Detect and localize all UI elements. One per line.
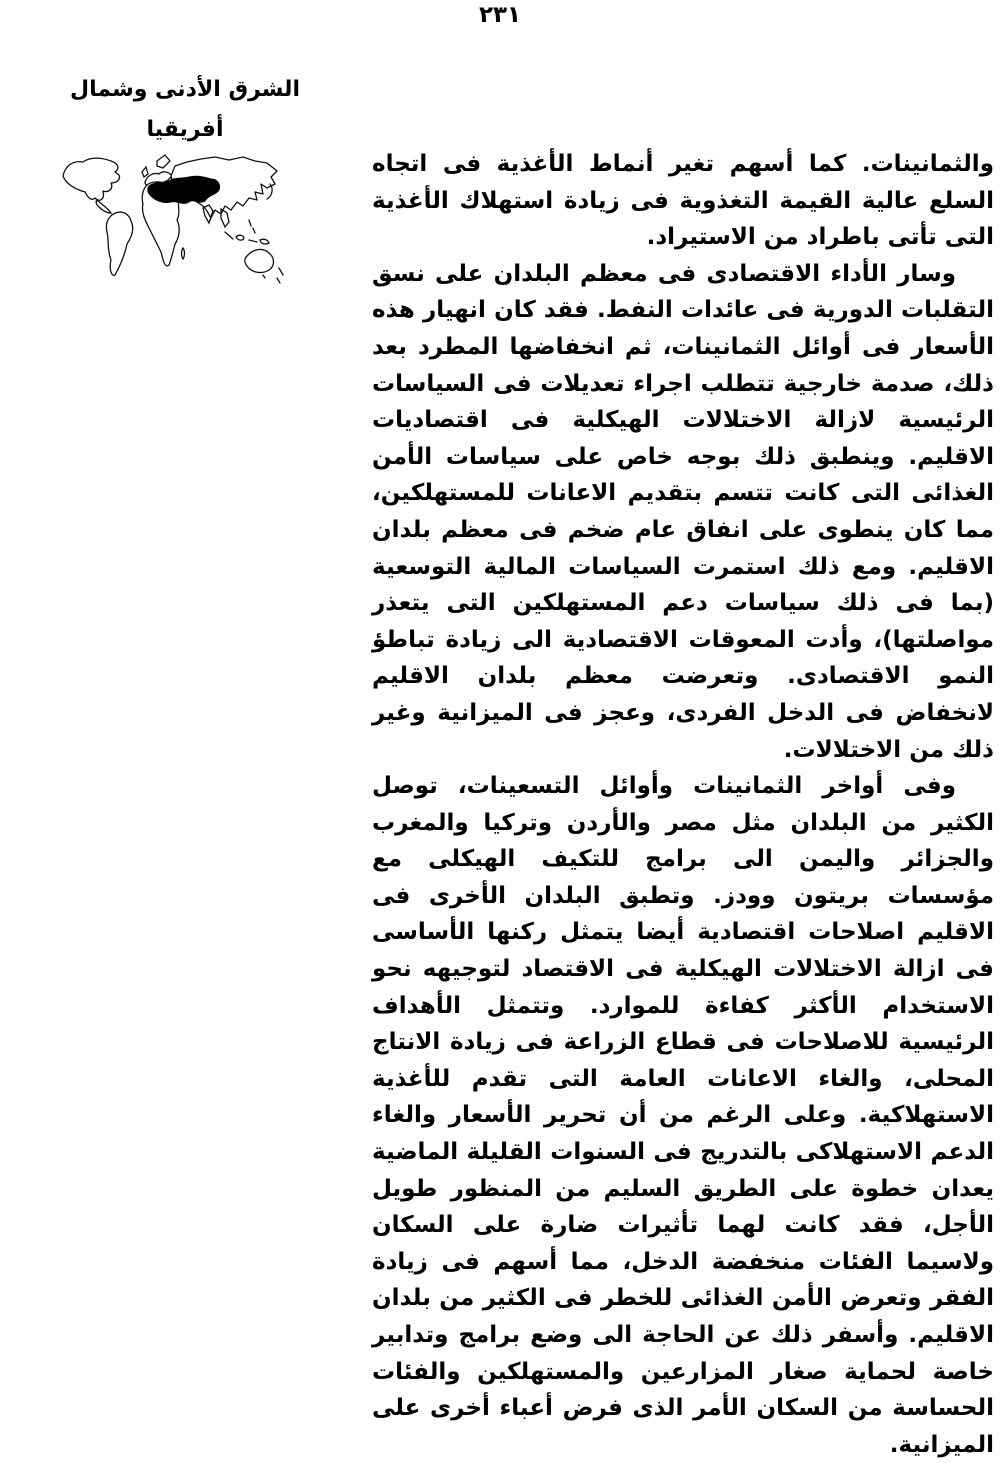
region-title-line-1: الشرق الأدنى وشمال	[69, 77, 300, 102]
world-map-svg	[52, 148, 302, 298]
new-guinea-outline	[260, 239, 269, 244]
north-america-outline	[63, 158, 120, 200]
philippines-outline	[249, 220, 255, 233]
south-america-outline	[106, 212, 132, 275]
scandinavia-outline	[157, 155, 170, 168]
main-text-column	[372, 146, 994, 1463]
paragraph-1: والثمانينات. كما أسهم تغير أنماط الأغذية فى اتجاه السلع عالية القيمة التغذوية فى زيادة استهلاك الأغذية التى تأتى باطراد من الاستيراد.	[372, 151, 994, 251]
paragraph-3: وفى أواخر الثمانينات وأوائل التسعينات، توصل الكثير من البلدان مثل مصر والأردن وتركيا والمغرب والجزائر واليمن الى برامج للتكيف الهيكلى مع مؤسسات بريتون وودز. وتطبق البلدان الأخرى فى الاقليم اصلاحات اقتصادية أيضا يتمثل ركنها الأساسى فى ازالة الاختلالات الهيكلية فى الاقتصاد لتوجيهه نحو الاستخدام الأكثر كفاءة للموارد. وتتمثل الأهداف الرئيسية للاصلاحات فى قطاع الزراعة فى زيادة الانتاج المحلى، والغاء الاعانات العامة التى تقدم للأغذية الاستهلاكية. وعلى الرغم من أن تحرير الأسعار والغاء الدعم الاستهلاكى بالتدريج فى السنوات القليلة الماضية يعدان خطوة على الطريق السليم من المنظور طويل الأجل، فقد كانت لهما تأثيرات ضارة على السكان ولاسيما الفئات منخفضة الدخل، مما أسهم فى زيادة الفقر وتعرض الأمن الغذائى للخطر فى الكثير من بلدان الاقليم. وأسفر ذلك عن الحاجة الى وضع برامج وتدابير خاصة لحماية صغار المزارعين والمستهلكين والفئات الحساسة من السكان الأمر الذى فرض أعباء أخرى على الميزانية.	[372, 773, 994, 1458]
indonesia-outline	[225, 232, 257, 242]
australia-outline	[245, 249, 274, 272]
uk-outline	[142, 167, 148, 177]
central-america-outline	[96, 200, 111, 213]
world-map-icon	[52, 148, 302, 298]
paragraph-2: وسار الأداء الاقتصادى فى معظم البلدان على نسق التقلبات الدورية فى عائدات النفط. فقد كان انهيار هذه الأسعار فى أوائل الثمانينات، ثم انخفاضها المطرد بعد ذلك، صدمة خارجية تتطلب اجراء تعديلات فى السياسات الرئيسية لازالة الاختلالات الهيكلية فى اقتصاديات الاقليم. وينطبق ذلك بوجه خاص على سياسات الأمن الغذائى التى كانت تتسم بتقديم الاعانات للمستهلكين، مما كان ينطوى على انفاق عام ضخم فى معظم بلدان الاقليم. ومع ذلك استمرت السياسات المالية التوسعية (بما فى ذلك سياسات دعم المستهلكين التى يتعذر مواصلتها)، وأدت المعوقات الاقتصادية الى زيادة تباطؤ النمو الاقتصادى. وتعرضت معظم بلدان الاقليم لانخفاض فى الدخل الفردى، وعجز فى الميزانية وغير ذلك من الاختلالات.	[372, 260, 994, 763]
page-number: ٢٣١	[478, 2, 522, 28]
region-title-line-2: أفريقيا	[146, 117, 224, 142]
region-heading	[42, 70, 328, 150]
madagascar-outline	[182, 248, 185, 259]
